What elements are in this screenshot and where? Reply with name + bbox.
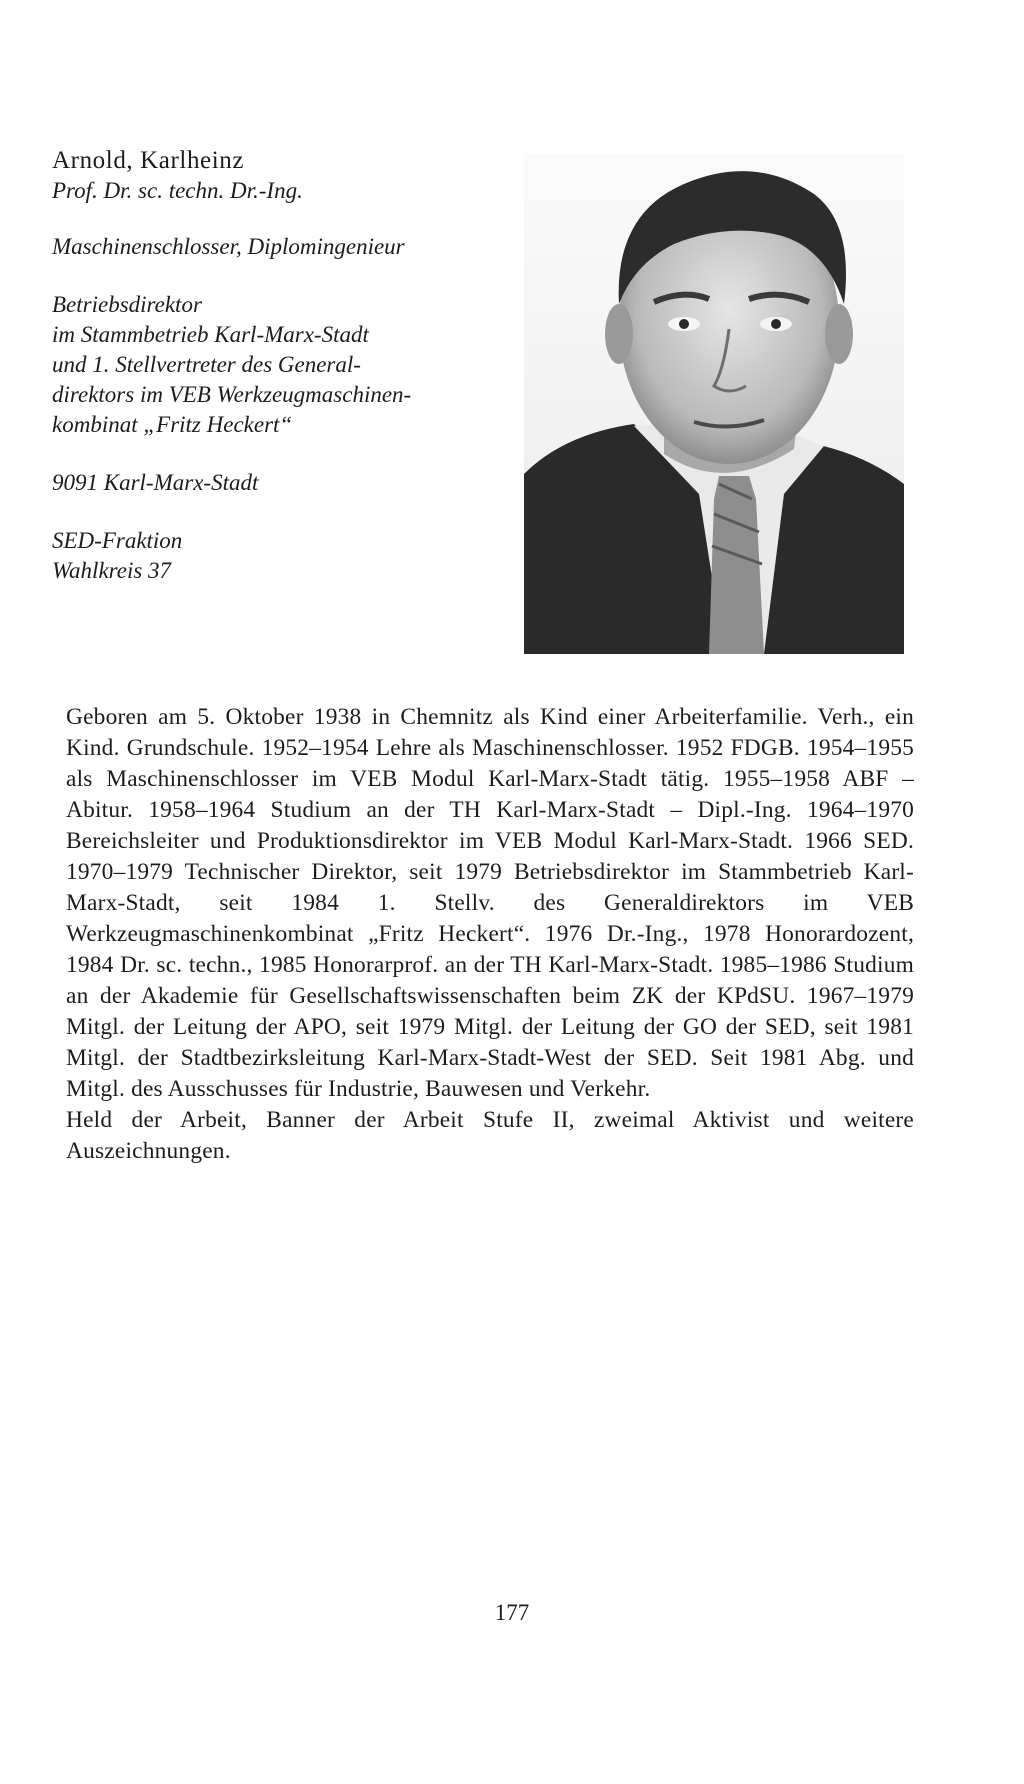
profession: Maschinenschlosser, Diplomingenieur [52, 234, 405, 259]
biography [66, 702, 914, 1167]
position-line: direktors im VEB Werkzeugmaschinen- [52, 382, 412, 407]
constituency: Wahlkreis 37 [52, 558, 172, 583]
biography-paragraph: Held der Arbeit, Banner der Arbeit Stufe II, zweimal Aktivist und weitere Auszeichnungen. [66, 1107, 914, 1164]
page-number: 177 [494, 1600, 530, 1625]
faction: SED-Fraktion [52, 528, 183, 553]
position-line: kombinat „Fritz Heckert“ [52, 412, 293, 437]
portrait-photo [524, 154, 904, 654]
person-header [52, 146, 492, 586]
biography-paragraph: Geboren am 5. Oktober 1938 in Chemnitz als Kind einer Arbeiterfamilie. Verh., ein Kind. Grundschule. 1952–1954 Lehre als Maschinenschlosser. 1952 FDGB. 1954–1955 als Maschinenschlosser im VEB Modul Karl-Marx-Stadt tätig. 1955–1958 ABF – Abitur. 1958–1964 Studium an der TH Karl-Marx-Stadt – Dipl.-Ing. 1964–1970 Bereichsleiter und Produktionsdirektor im VEB Modul Karl-Marx-Stadt. 1966 SED. 1970–1979 Technischer Direktor, seit 1979 Betriebsdirektor im Stammbetrieb Karl-Marx-Stadt, seit 1984 1. Stellv. des Generaldirektors im VEB Werkzeugmaschinenkombinat „Fritz Heckert“. 1976 Dr.-Ing., 1978 Honorardozent, 1984 Dr. sc. techn., 1985 Honorarprof. an der TH Karl-Marx-Stadt. 1985–1986 Studium an der Akademie für Gesellschaftswissenschaften beim ZK der KPdSU. 1967–1979 Mitgl. der Leitung der APO, seit 1979 Mitgl. der Leitung der GO der SED, seit 1981 Mitgl. der Stadtbezirksleitung Karl-Marx-Stadt-West der SED. Seit 1981 Abg. und Mitgl. des Ausschusses für Industrie, Bauwesen und Verkehr. [66, 704, 914, 1102]
person-name: Arnold, Karlheinz [52, 147, 245, 174]
portrait-illustration [524, 154, 904, 654]
location: 9091 Karl-Marx-Stadt [52, 470, 259, 495]
academic-title: Prof. Dr. sc. techn. Dr.-Ing. [52, 178, 303, 203]
position-line: und 1. Stellvertreter des General- [52, 352, 361, 377]
position-line: im Stammbetrieb Karl-Marx-Stadt [52, 322, 369, 347]
position-line: Betriebsdirektor [52, 292, 202, 317]
